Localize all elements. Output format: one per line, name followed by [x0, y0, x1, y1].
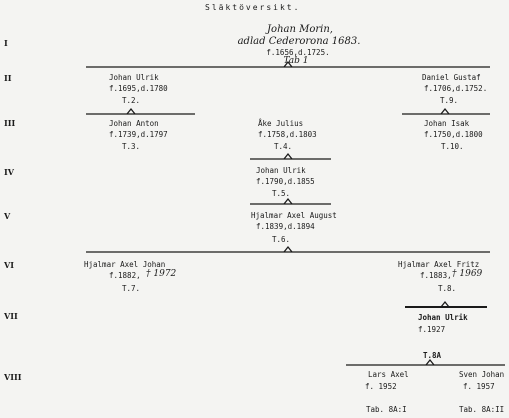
generation-label-8: VIII [4, 372, 22, 382]
gen2-right-name: Daniel Gustaf [422, 73, 481, 82]
gen3-left-name: Johan Anton [109, 119, 159, 128]
gen6-right-death: † 1969 [452, 269, 483, 279]
gen2-left-name: Johan Ulrik [109, 73, 159, 82]
gen7-table: T.8A [423, 351, 442, 360]
generation-label-1: I [4, 38, 8, 48]
generation-label-6: VI [4, 260, 14, 270]
gen1-table: Tab 1 [283, 56, 309, 66]
gen8-left-table: Tab. 8A:I [366, 405, 407, 414]
gen4-dates: f.1790,d.1855 [256, 177, 315, 186]
gen6-left-table: T.7. [122, 284, 141, 293]
gen8-left-name: Lars Axel [368, 370, 409, 379]
gen5-table: T.6. [272, 235, 291, 244]
gen8-right-dates: f. 1957 [463, 382, 495, 391]
gen8-right-name: Sven Johan [459, 370, 505, 379]
gen1-ennobled: adlad Cederorona 1683. [237, 36, 361, 47]
gen6-left-death: † 1972 [146, 269, 177, 279]
gen7-dates: f.1927 [418, 325, 446, 334]
gen2-right-dates: f.1706,d.1752. [424, 84, 488, 93]
generation-label-5: V [4, 211, 11, 221]
gen1-dates: f.1656,d.1725. [266, 48, 330, 57]
gen8-right-table: Tab. 8A:II [459, 405, 505, 414]
gen7-name: Johan Ulrik [418, 313, 468, 322]
gen5-dates: f.1839,d.1894 [256, 222, 315, 231]
gen2-left-table: T.2. [122, 96, 141, 105]
gen2-left-dates: f.1695,d.1780 [109, 84, 168, 93]
gen3-middle-table: T.4. [274, 142, 293, 151]
gen6-right-name: Hjalmar Axel Fritz [398, 260, 480, 269]
gen3-left-table: T.3. [122, 142, 141, 151]
gen3-right-table: T.10. [441, 142, 464, 151]
generation-label-3: III [4, 118, 16, 128]
gen6-left-born: f.1882, [109, 271, 141, 280]
gen3-left-dates: f.1739,d.1797 [109, 130, 168, 139]
gen6-right-table: T.8. [438, 284, 457, 293]
gen4-table: T.5. [272, 189, 291, 198]
generation-label-2: II [4, 73, 12, 83]
gen3-right-name: Johan Isak [424, 119, 470, 128]
gen3-middle-name: Åke Julius [258, 119, 304, 128]
gen5-name: Hjalmar Axel August [251, 211, 337, 220]
gen6-right-born: f.1883, [420, 271, 452, 280]
gen3-middle-dates: f.1758,d.1803 [258, 130, 317, 139]
gen4-name: Johan Ulrik [256, 166, 306, 175]
gen3-right-dates: f.1750,d.1800 [424, 130, 483, 139]
gen1-name: Johan Morin, [267, 24, 333, 35]
gen6-left-name: Hjalmar Axel Johan [84, 260, 166, 269]
gen2-right-table: T.9. [440, 96, 459, 105]
page-title: Släktöversikt. [205, 3, 301, 12]
gen8-left-dates: f. 1952 [365, 382, 397, 391]
generation-label-4: IV [4, 167, 14, 177]
generation-label-7: VII [4, 311, 18, 321]
